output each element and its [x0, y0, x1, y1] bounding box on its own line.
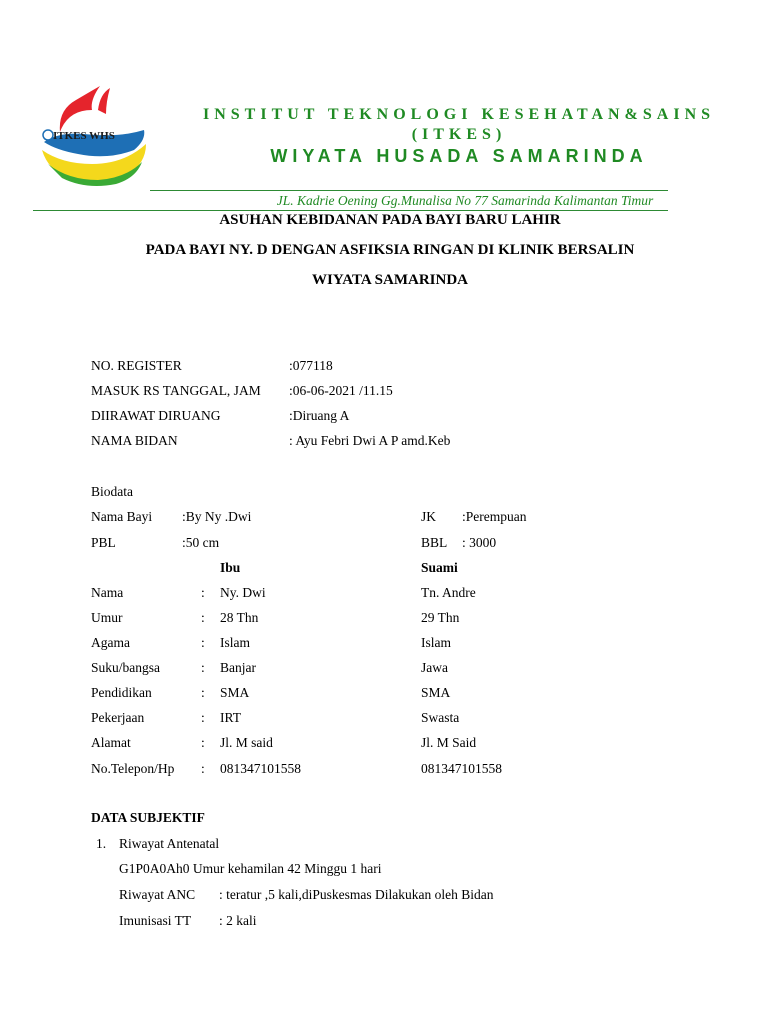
subjective-heading: DATA SUBJEKTIF — [91, 810, 205, 825]
row-ibu-value: 28 Thn — [220, 610, 259, 625]
row-suami-value: Jawa — [421, 660, 448, 675]
row-colon: : — [201, 660, 205, 675]
row-ibu-value: 081347101558 — [220, 761, 301, 776]
suami-column-header: Suami — [421, 560, 458, 575]
row-label: Umur — [91, 610, 123, 625]
institution-name-line1: INSTITUT TEKNOLOGI KESEHATAN&SAINS — [202, 106, 716, 123]
header-rule-bottom — [33, 210, 668, 211]
institution-name-line3: WIYATA HUSADA SAMARINDA — [270, 146, 648, 166]
institution-name-line2: (ITKES) — [411, 126, 507, 143]
register-value: :077118 — [289, 358, 333, 373]
row-suami-value: Tn. Andre — [421, 585, 476, 600]
pbl-label: PBL — [91, 535, 116, 550]
row-label: Suku/bangsa — [91, 660, 160, 675]
row-suami-value: 29 Thn — [421, 610, 460, 625]
tt-value: : 2 kali — [219, 913, 257, 928]
document-title-line3: WIYATA SAMARINDA — [312, 272, 468, 288]
row-suami-value: Swasta — [421, 710, 460, 725]
jk-label: JK — [421, 509, 437, 524]
row-ibu-value: IRT — [220, 710, 241, 725]
row-suami-value: Jl. M Said — [421, 735, 477, 750]
row-label: Alamat — [91, 735, 131, 750]
baby-name-value: :By Ny .Dwi — [182, 509, 252, 524]
midwife-value: : Ayu Febri Dwi A P amd.Keb — [289, 433, 451, 448]
pbl-value: :50 cm — [182, 535, 220, 550]
row-colon: : — [201, 761, 205, 776]
jk-value: :Perempuan — [462, 509, 527, 524]
row-colon: : — [201, 585, 205, 600]
gravida-line: G1P0A0Ah0 Umur kehamilan 42 Minggu 1 hari — [119, 861, 382, 876]
row-ibu-value: Banjar — [220, 660, 256, 675]
document-title-line1: ASUHAN KEBIDANAN PADA BAYI BARU LAHIR — [219, 212, 561, 228]
row-label: Agama — [91, 635, 130, 650]
tt-label: Imunisasi TT — [119, 913, 192, 928]
row-label: No.Telepon/Hp — [91, 761, 175, 776]
bbl-label: BBL — [421, 535, 448, 550]
row-suami-value: Islam — [421, 635, 451, 650]
row-suami-value: SMA — [421, 685, 451, 700]
logo-text: ITKES WHS — [53, 130, 115, 142]
bbl-value: : 3000 — [462, 535, 497, 550]
row-label: Nama — [91, 585, 124, 600]
row-ibu-value: Jl. M said — [220, 735, 273, 750]
row-label: Pekerjaan — [91, 710, 145, 725]
document-title-line2: PADA BAYI NY. D DENGAN ASFIKSIA RINGAN DI KLINIK BERSALIN — [145, 242, 635, 258]
register-label: NO. REGISTER — [91, 358, 182, 373]
itkes-logo — [38, 80, 150, 190]
header-rule-top — [150, 190, 668, 191]
item-number: 1. — [96, 836, 107, 851]
row-label: Pendidikan — [91, 685, 152, 700]
anc-label: Riwayat ANC — [119, 887, 196, 902]
anc-value: : teratur ,5 kali,diPuskesmas Dilakukan oleh Bidan — [219, 887, 494, 902]
ibu-column-header: Ibu — [220, 560, 241, 575]
admission-label: MASUK RS TANGGAL, JAM — [91, 383, 261, 398]
row-colon: : — [201, 735, 205, 750]
biodata-heading: Biodata — [91, 484, 133, 499]
row-ibu-value: Ny. Dwi — [220, 585, 266, 600]
ward-label: DIIRAWAT DIRUANG — [91, 408, 221, 423]
row-colon: : — [201, 710, 205, 725]
row-colon: : — [201, 635, 205, 650]
baby-name-label: Nama Bayi — [91, 509, 153, 524]
institution-address: JL. Kadrie Oening Gg.Munalisa No 77 Samarinda Kalimantan Timur — [276, 193, 654, 208]
row-suami-value: 081347101558 — [421, 761, 502, 776]
row-ibu-value: Islam — [220, 635, 250, 650]
admission-value: :06-06-2021 /11.15 — [289, 383, 393, 398]
midwife-label: NAMA BIDAN — [91, 433, 178, 448]
row-colon: : — [201, 610, 205, 625]
row-ibu-value: SMA — [220, 685, 250, 700]
item-title: Riwayat Antenatal — [119, 836, 220, 851]
ward-value: :Diruang A — [289, 408, 350, 423]
row-colon: : — [201, 685, 205, 700]
